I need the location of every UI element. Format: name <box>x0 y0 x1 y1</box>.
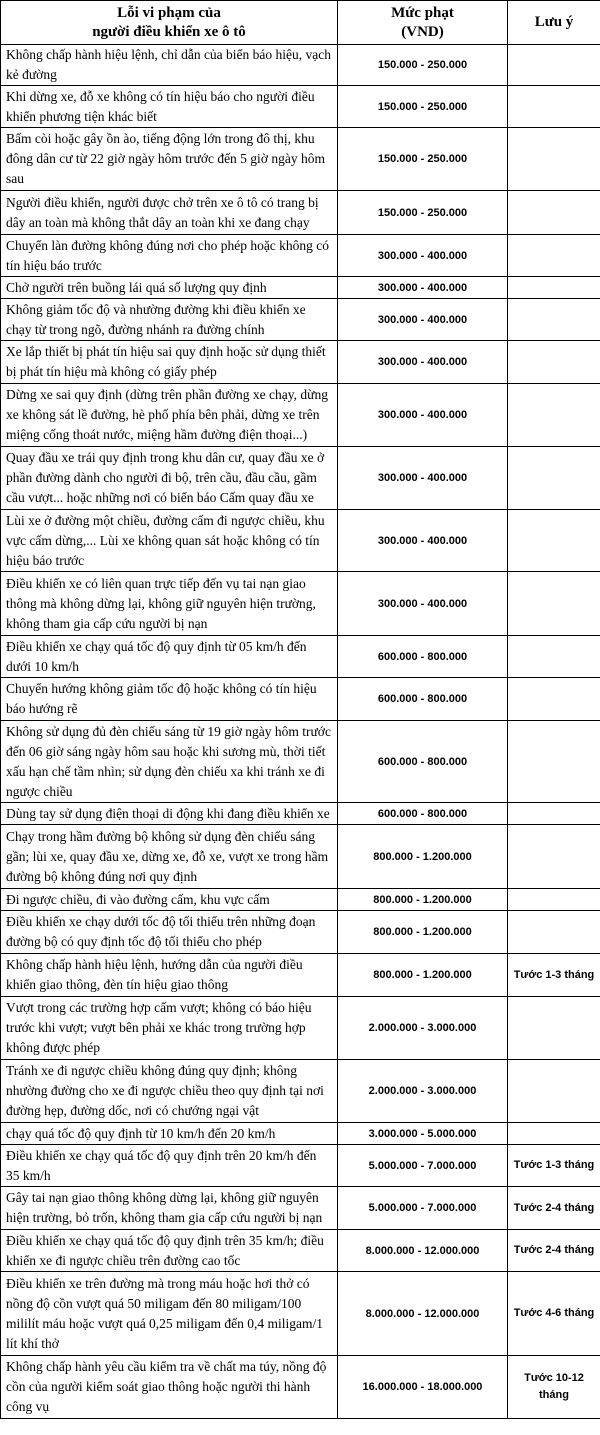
violation-cell: Đi ngược chiều, đi vào đường cấm, khu vực cấm <box>1 889 338 911</box>
violation-cell: Khi dừng xe, đỗ xe không có tín hiệu báo cho người điều khiển phương tiện khác biết <box>1 86 338 128</box>
fine-cell: 150.000 - 250.000 <box>338 128 508 191</box>
fine-cell: 600.000 - 800.000 <box>338 803 508 825</box>
note-cell <box>508 299 600 341</box>
note-cell <box>508 45 600 86</box>
fine-cell: 2.000.000 - 3.000.000 <box>338 997 508 1060</box>
note-cell <box>508 447 600 510</box>
violation-cell: Vượt trong các trường hợp cấm vượt; không có báo hiệu trước khi vượt; vượt bên phải xe khác trong trường hợp không được phép <box>1 997 338 1060</box>
fine-cell: 2.000.000 - 3.000.000 <box>338 1060 508 1123</box>
violation-cell: Chạy trong hầm đường bộ không sử dụng đèn chiếu sáng gần; lùi xe, quay đầu xe, dừng xe, đỗ xe, vượt xe trong hầm đường bộ không đúng nơi quy định <box>1 825 338 889</box>
table-row <box>1 86 600 128</box>
fine-cell: 300.000 - 400.000 <box>338 510 508 572</box>
violation-cell: Chở người trên buồng lái quá số lượng quy định <box>1 277 338 299</box>
violation-cell: Lùi xe ở đường một chiều, đường cấm đi ngược chiều, khu vực cấm dừng,... Lùi xe không quan sát hoặc không có tín hiệu báo trước <box>1 510 338 572</box>
fine-cell: 150.000 - 250.000 <box>338 86 508 128</box>
table-row <box>1 1272 600 1356</box>
fine-cell: 600.000 - 800.000 <box>338 721 508 803</box>
note-cell <box>508 572 600 636</box>
fine-cell: 16.000.000 - 18.000.000 <box>338 1356 508 1419</box>
table-row <box>1 510 600 572</box>
table-row <box>1 997 600 1060</box>
note-cell: Tước 2-4 tháng <box>508 1230 600 1272</box>
note-cell <box>508 1060 600 1123</box>
violation-cell: Điều khiển xe có liên quan trực tiếp đến vụ tai nạn giao thông mà không dừng lại, không giữ nguyên hiện trường, không tham gia cấp cứu người bị nạn <box>1 572 338 636</box>
table-row <box>1 128 600 191</box>
violation-cell: Điều khiển xe chạy quá tốc độ quy định từ 05 km/h đến dưới 10 km/h <box>1 636 338 678</box>
table-row <box>1 636 600 678</box>
table-row <box>1 825 600 889</box>
fine-cell: 150.000 - 250.000 <box>338 191 508 235</box>
table-row <box>1 1123 600 1145</box>
header-violation-line2: người điều khiển xe ô tô <box>92 23 246 40</box>
note-cell <box>508 341 600 384</box>
table-row <box>1 1060 600 1123</box>
note-cell <box>508 825 600 889</box>
violation-cell: Điều khiển xe trên đường mà trong máu hoặc hơi thở có nồng độ cồn vượt quá 50 miligam đến 80 miligam/100 mililít máu hoặc vượt quá 0,25 miligam đến 0,4 miligam/1 lít khí thở <box>1 1272 338 1356</box>
table-row <box>1 678 600 721</box>
violation-cell: Chuyển làn đường không đúng nơi cho phép hoặc không có tín hiệu báo trước <box>1 235 338 277</box>
note-cell <box>508 86 600 128</box>
violation-cell: Không giảm tốc độ và nhường đường khi điều khiển xe chạy từ trong ngõ, đường nhánh ra đường chính <box>1 299 338 341</box>
violation-cell: Tránh xe đi ngược chiều không đúng quy định; không nhường đường cho xe đi ngược chiều theo quy định tại nơi đường hẹp, đường dốc, nơi có chướng ngại vật <box>1 1060 338 1123</box>
table-row <box>1 341 600 384</box>
note-cell <box>508 803 600 825</box>
table-row <box>1 911 600 954</box>
table-row <box>1 572 600 636</box>
table-header-row <box>1 1 600 45</box>
table-row <box>1 235 600 277</box>
fine-cell: 8.000.000 - 12.000.000 <box>338 1272 508 1356</box>
table-row <box>1 889 600 911</box>
note-cell <box>508 128 600 191</box>
table-row <box>1 1230 600 1272</box>
note-cell: Tước 4-6 tháng <box>508 1272 600 1356</box>
violation-cell: Người điều khiển, người được chở trên xe ô tô có trang bị dây an toàn mà không thắt dây an toàn khi xe đang chạy <box>1 191 338 235</box>
note-cell: Tước 10-12 tháng <box>508 1356 600 1419</box>
fine-cell: 300.000 - 400.000 <box>338 341 508 384</box>
fine-cell: 300.000 - 400.000 <box>338 299 508 341</box>
fine-cell: 800.000 - 1.200.000 <box>338 889 508 911</box>
note-cell <box>508 1123 600 1145</box>
header-fine-line1: Mức phạt <box>391 4 454 21</box>
fine-cell: 300.000 - 400.000 <box>338 384 508 447</box>
fine-cell: 800.000 - 1.200.000 <box>338 825 508 889</box>
violation-cell: Chuyển hướng không giảm tốc độ hoặc không có tín hiệu báo hướng rẽ <box>1 678 338 721</box>
fine-cell: 300.000 - 400.000 <box>338 277 508 299</box>
table-row <box>1 954 600 997</box>
note-cell <box>508 678 600 721</box>
fine-cell: 8.000.000 - 12.000.000 <box>338 1230 508 1272</box>
note-cell <box>508 235 600 277</box>
table-row <box>1 45 600 86</box>
table-row <box>1 191 600 235</box>
fine-cell: 300.000 - 400.000 <box>338 572 508 636</box>
fine-cell: 300.000 - 400.000 <box>338 447 508 510</box>
fine-cell: 300.000 - 400.000 <box>338 235 508 277</box>
note-cell <box>508 889 600 911</box>
violation-cell: chạy quá tốc độ quy định từ 10 km/h đến 20 km/h <box>1 1123 338 1145</box>
table-row <box>1 721 600 803</box>
fine-cell: 600.000 - 800.000 <box>338 678 508 721</box>
fine-cell: 600.000 - 800.000 <box>338 636 508 678</box>
note-cell <box>508 510 600 572</box>
header-fine <box>338 1 508 45</box>
violation-cell: Điều khiển xe chạy dưới tốc độ tối thiểu trên những đoạn đường bộ có quy định tốc độ tối thiểu cho phép <box>1 911 338 954</box>
table-row <box>1 1187 600 1230</box>
table-row <box>1 1356 600 1419</box>
violation-cell: Quay đầu xe trái quy định trong khu dân cư, quay đầu xe ở phần đường dành cho người đi bộ, trên cầu, đầu cầu, gầm cầu vượt... hoặc những nơi có biển báo Cấm quay đầu xe <box>1 447 338 510</box>
violation-cell: Dùng tay sử dụng điện thoại di động khi đang điều khiển xe <box>1 803 338 825</box>
violation-cell: Điều khiển xe chạy quá tốc độ quy định trên 20 km/h đến 35 km/h <box>1 1145 338 1187</box>
table-row <box>1 447 600 510</box>
header-fine-line2: (VND) <box>401 23 444 40</box>
fine-cell: 3.000.000 - 5.000.000 <box>338 1123 508 1145</box>
note-cell <box>508 911 600 954</box>
note-cell: Tước 2-4 tháng <box>508 1187 600 1230</box>
violation-cell: Không chấp hành hiệu lệnh, chỉ dẫn của biển báo hiệu, vạch kẻ đường <box>1 45 338 86</box>
violation-cell: Bấm còi hoặc gây ồn ào, tiếng động lớn trong đô thị, khu đông dân cư từ 22 giờ ngày hôm trước đến 5 giờ ngày hôm sau <box>1 128 338 191</box>
fine-cell: 150.000 - 250.000 <box>338 45 508 86</box>
note-cell <box>508 384 600 447</box>
header-violation-line1: Lỗi vi phạm của <box>117 4 221 21</box>
fine-cell: 800.000 - 1.200.000 <box>338 954 508 997</box>
violation-cell: Không sử dụng đủ đèn chiếu sáng từ 19 giờ ngày hôm trước đến 06 giờ sáng ngày hôm sau hoặc khi sương mù, thời tiết xấu hạn chế tầm nhìn; sử dụng đèn chiếu xa khi tránh xe đi ngược chiều <box>1 721 338 803</box>
fine-cell: 5.000.000 - 7.000.000 <box>338 1187 508 1230</box>
violation-cell: Dừng xe sai quy định (dừng trên phần đường xe chạy, dừng xe không sát lề đường, hè phố phía bên phải, dừng xe trên miệng cống thoát nước, miệng hầm đường điện thoại...) <box>1 384 338 447</box>
violation-cell: Xe lắp thiết bị phát tín hiệu sai quy định hoặc sử dụng thiết bị phát tín hiệu mà không có giấy phép <box>1 341 338 384</box>
table-row <box>1 299 600 341</box>
header-violation <box>1 1 338 45</box>
violation-cell: Gây tai nạn giao thông không dừng lại, không giữ nguyên hiện trường, bỏ trốn, không tham gia cấp cứu người bị nạn <box>1 1187 338 1230</box>
note-cell <box>508 191 600 235</box>
note-cell <box>508 997 600 1060</box>
note-cell <box>508 636 600 678</box>
violation-cell: Không chấp hành hiệu lệnh, hướng dẫn của người điều khiển giao thông, đèn tín hiệu giao thông <box>1 954 338 997</box>
table-row <box>1 277 600 299</box>
violation-cell: Điều khiển xe chạy quá tốc độ quy định trên 35 km/h; điều khiển xe đi ngược chiều trên đường cao tốc <box>1 1230 338 1272</box>
header-note: Lưu ý <box>508 1 600 45</box>
note-cell: Tước 1-3 tháng <box>508 954 600 997</box>
fine-cell: 800.000 - 1.200.000 <box>338 911 508 954</box>
note-cell <box>508 721 600 803</box>
note-cell: Tước 1-3 tháng <box>508 1145 600 1187</box>
table-row <box>1 1145 600 1187</box>
fine-cell: 5.000.000 - 7.000.000 <box>338 1145 508 1187</box>
table-row <box>1 803 600 825</box>
note-cell <box>508 277 600 299</box>
violation-cell: Không chấp hành yêu cầu kiểm tra về chất ma túy, nồng độ cồn của người kiểm soát giao thông hoặc người thi hành công vụ <box>1 1356 338 1419</box>
table-row <box>1 384 600 447</box>
